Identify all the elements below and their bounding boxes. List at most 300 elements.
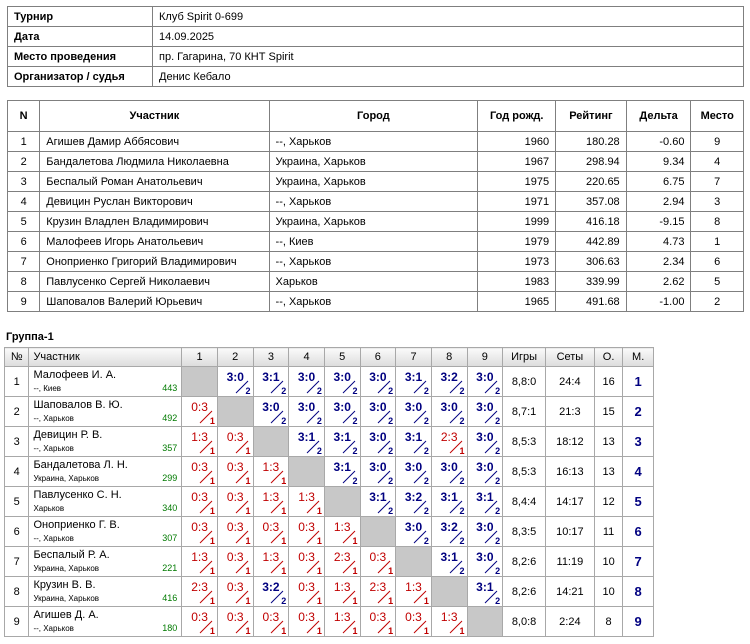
participant-city: --, Харьков bbox=[269, 132, 478, 152]
match-score: 3:0 bbox=[404, 400, 423, 414]
player-city: --, Харьков bbox=[33, 624, 74, 633]
match-score: 1:3 bbox=[298, 490, 315, 504]
match-score: 3:0 bbox=[369, 400, 387, 414]
match-score: 3:0 bbox=[262, 400, 280, 414]
match-score: 3:1 bbox=[333, 460, 351, 474]
participant-rating: 442.89 bbox=[556, 232, 627, 252]
score-cell bbox=[182, 397, 218, 427]
participant-name: Девицин Руслан Викторович bbox=[40, 192, 269, 212]
participant-place: 6 bbox=[691, 252, 744, 272]
match-score: 3:1 bbox=[404, 430, 423, 444]
match-points-mark: 2 bbox=[235, 380, 249, 394]
match-score: 2:3 bbox=[333, 550, 351, 564]
participant-name: Беспалый Роман Анатольевич bbox=[40, 172, 269, 192]
match-score: 1:3 bbox=[262, 490, 280, 504]
match-points-mark: 2 bbox=[270, 590, 284, 604]
match-score: 3:0 bbox=[440, 400, 458, 414]
player-cell bbox=[29, 517, 182, 547]
match-points-mark: 2 bbox=[306, 440, 320, 454]
match-points-mark: 2 bbox=[270, 410, 284, 424]
match-points-mark: 2 bbox=[377, 380, 391, 394]
player-rating: 357 bbox=[162, 443, 178, 453]
row-number: 6 bbox=[5, 517, 29, 547]
crosstable-row bbox=[5, 607, 654, 637]
score-cell bbox=[324, 397, 360, 427]
player-cell bbox=[29, 487, 182, 517]
sets-cell: 2:24 bbox=[545, 607, 594, 637]
match-points-mark: 2 bbox=[413, 530, 427, 544]
participant-row bbox=[8, 232, 744, 252]
participants-table bbox=[7, 100, 744, 312]
score-cell bbox=[289, 547, 325, 577]
participant-place: 4 bbox=[691, 152, 744, 172]
score-cell bbox=[324, 547, 360, 577]
match-score: 2:3 bbox=[191, 580, 208, 594]
info-row bbox=[8, 67, 744, 87]
participant-delta: -1.00 bbox=[626, 292, 691, 312]
games-cell: 8,2:6 bbox=[503, 577, 546, 607]
diagonal-cell bbox=[289, 457, 325, 487]
match-points-mark: 1 bbox=[306, 500, 320, 514]
player-city: Украина, Харьков bbox=[33, 564, 100, 573]
score-cell bbox=[396, 517, 432, 547]
participants-col-header: Участник bbox=[40, 101, 269, 132]
points-cell: 16 bbox=[594, 367, 623, 397]
participant-row bbox=[8, 212, 744, 232]
match-score: 0:3 bbox=[298, 580, 315, 594]
points-cell: 15 bbox=[594, 397, 623, 427]
match-score: 0:3 bbox=[369, 610, 387, 624]
match-score: 0:3 bbox=[226, 520, 244, 534]
match-points-mark: 1 bbox=[377, 590, 391, 604]
match-score: 0:3 bbox=[226, 610, 244, 624]
score-cell bbox=[289, 517, 325, 547]
match-points-mark: 2 bbox=[413, 410, 427, 424]
score-cell bbox=[182, 487, 218, 517]
participants-col-header: Город bbox=[269, 101, 478, 132]
score-cell bbox=[217, 547, 253, 577]
participant-n: 3 bbox=[8, 172, 40, 192]
participant-n: 9 bbox=[8, 292, 40, 312]
match-points-mark: 2 bbox=[484, 380, 498, 394]
match-score: 3:0 bbox=[404, 520, 423, 534]
match-points-mark: 1 bbox=[270, 500, 284, 514]
player-city: Украина, Харьков bbox=[33, 594, 100, 603]
games-cell: 8,4:4 bbox=[503, 487, 546, 517]
match-score: 1:3 bbox=[333, 610, 351, 624]
participant-year: 1973 bbox=[478, 252, 556, 272]
score-cell bbox=[431, 397, 467, 427]
score-cell bbox=[467, 457, 503, 487]
score-cell bbox=[396, 397, 432, 427]
match-score: 0:3 bbox=[191, 460, 208, 474]
participant-rating: 306.63 bbox=[556, 252, 627, 272]
match-score: 0:3 bbox=[298, 520, 315, 534]
player-rating: 299 bbox=[162, 473, 178, 483]
match-score: 3:0 bbox=[333, 370, 351, 384]
score-cell bbox=[182, 607, 218, 637]
col-header-opponent: 7 bbox=[396, 348, 432, 367]
sets-cell: 10:17 bbox=[545, 517, 594, 547]
participant-city: --, Харьков bbox=[269, 252, 478, 272]
participant-year: 1965 bbox=[478, 292, 556, 312]
score-cell bbox=[360, 607, 396, 637]
score-cell bbox=[182, 577, 218, 607]
points-cell: 13 bbox=[594, 457, 623, 487]
match-points-mark: 2 bbox=[306, 410, 320, 424]
crosstable-row bbox=[5, 577, 654, 607]
participant-place: 1 bbox=[691, 232, 744, 252]
score-cell bbox=[467, 577, 503, 607]
match-points-mark: 1 bbox=[235, 560, 249, 574]
match-points-mark: 2 bbox=[342, 440, 356, 454]
points-cell: 10 bbox=[594, 547, 623, 577]
match-score: 1:3 bbox=[405, 580, 422, 594]
participant-row bbox=[8, 292, 744, 312]
player-cell bbox=[29, 457, 182, 487]
match-points-mark: 1 bbox=[199, 620, 213, 634]
score-cell bbox=[289, 487, 325, 517]
player-city: --, Харьков bbox=[33, 414, 74, 423]
col-header-opponent: 6 bbox=[360, 348, 396, 367]
match-points-mark: 1 bbox=[199, 530, 213, 544]
match-points-mark: 2 bbox=[449, 560, 463, 574]
participant-n: 7 bbox=[8, 252, 40, 272]
participants-col-header: Место bbox=[691, 101, 744, 132]
participant-place: 3 bbox=[691, 192, 744, 212]
match-points-mark: 1 bbox=[342, 560, 356, 574]
match-points-mark: 2 bbox=[413, 470, 427, 484]
participant-name: Павлусенко Сергей Николаевич bbox=[40, 272, 269, 292]
diagonal-cell bbox=[182, 367, 218, 397]
participants-col-header: Рейтинг bbox=[556, 101, 627, 132]
match-score: 1:3 bbox=[262, 550, 280, 564]
score-cell bbox=[431, 427, 467, 457]
score-cell bbox=[182, 517, 218, 547]
match-points-mark: 2 bbox=[484, 530, 498, 544]
player-rating: 416 bbox=[162, 593, 178, 603]
player-name: Беспалый Р. А. bbox=[33, 549, 110, 561]
match-score: 0:3 bbox=[262, 520, 280, 534]
row-number: 9 bbox=[5, 607, 29, 637]
participant-delta: 2.34 bbox=[626, 252, 691, 272]
match-points-mark: 1 bbox=[235, 440, 249, 454]
score-cell bbox=[467, 367, 503, 397]
match-points-mark: 1 bbox=[306, 530, 320, 544]
participant-year: 1983 bbox=[478, 272, 556, 292]
match-score: 3:0 bbox=[476, 430, 494, 444]
match-points-mark: 1 bbox=[342, 620, 356, 634]
points-cell: 12 bbox=[594, 487, 623, 517]
participant-row bbox=[8, 152, 744, 172]
participant-rating: 298.94 bbox=[556, 152, 627, 172]
games-cell: 8,7:1 bbox=[503, 397, 546, 427]
place-cell: 7 bbox=[623, 547, 654, 577]
score-cell bbox=[289, 397, 325, 427]
match-points-mark: 2 bbox=[413, 500, 427, 514]
place-cell: 6 bbox=[623, 517, 654, 547]
match-points-mark: 1 bbox=[270, 530, 284, 544]
participant-row bbox=[8, 272, 744, 292]
sets-cell: 24:4 bbox=[545, 367, 594, 397]
participant-name: Оноприенко Григорий Владимирович bbox=[40, 252, 269, 272]
col-header-opponent: 9 bbox=[467, 348, 503, 367]
score-cell bbox=[360, 577, 396, 607]
participants-col-header: Год рожд. bbox=[478, 101, 556, 132]
score-cell bbox=[360, 397, 396, 427]
match-points-mark: 1 bbox=[199, 470, 213, 484]
participant-name: Крузин Владлен Владимирович bbox=[40, 212, 269, 232]
match-points-mark: 2 bbox=[484, 470, 498, 484]
participant-delta: 6.75 bbox=[626, 172, 691, 192]
score-cell bbox=[360, 457, 396, 487]
score-cell bbox=[431, 487, 467, 517]
score-cell bbox=[360, 547, 396, 577]
score-cell bbox=[324, 457, 360, 487]
score-cell bbox=[253, 517, 289, 547]
match-points-mark: 2 bbox=[306, 380, 320, 394]
match-score: 1:3 bbox=[191, 430, 208, 444]
group-title: Группа-1 bbox=[6, 331, 54, 343]
score-cell bbox=[253, 457, 289, 487]
col-header-opponent: 4 bbox=[289, 348, 325, 367]
participant-city: Украина, Харьков bbox=[269, 212, 478, 232]
score-cell bbox=[217, 457, 253, 487]
match-points-mark: 1 bbox=[413, 620, 427, 634]
match-score: 3:0 bbox=[297, 370, 316, 384]
participant-name: Шаповалов Валерий Юрьевич bbox=[40, 292, 269, 312]
match-points-mark: 2 bbox=[449, 380, 463, 394]
sets-cell: 14:21 bbox=[545, 577, 594, 607]
match-score: 3:0 bbox=[333, 400, 351, 414]
diagonal-cell bbox=[217, 397, 253, 427]
place-cell: 8 bbox=[623, 577, 654, 607]
place-cell: 2 bbox=[623, 397, 654, 427]
player-cell bbox=[29, 367, 182, 397]
score-cell bbox=[217, 427, 253, 457]
participant-n: 5 bbox=[8, 212, 40, 232]
row-number: 4 bbox=[5, 457, 29, 487]
match-score: 3:2 bbox=[440, 520, 458, 534]
match-points-mark: 2 bbox=[449, 470, 463, 484]
match-score: 3:0 bbox=[404, 460, 423, 474]
participant-delta: 9.34 bbox=[626, 152, 691, 172]
participant-delta: -9.15 bbox=[626, 212, 691, 232]
match-points-mark: 2 bbox=[377, 410, 391, 424]
score-cell bbox=[217, 577, 253, 607]
score-cell bbox=[217, 487, 253, 517]
points-cell: 11 bbox=[594, 517, 623, 547]
score-cell bbox=[360, 427, 396, 457]
place-cell: 1 bbox=[623, 367, 654, 397]
score-cell bbox=[217, 607, 253, 637]
participant-place: 9 bbox=[691, 132, 744, 152]
match-score: 3:0 bbox=[440, 460, 458, 474]
match-score: 3:1 bbox=[476, 490, 494, 504]
player-cell bbox=[29, 427, 182, 457]
match-score: 3:1 bbox=[262, 370, 280, 384]
match-score: 1:3 bbox=[440, 610, 458, 624]
match-score: 0:3 bbox=[226, 550, 244, 564]
crosstable-row bbox=[5, 487, 654, 517]
match-points-mark: 1 bbox=[199, 560, 213, 574]
participant-place: 5 bbox=[691, 272, 744, 292]
participant-year: 1979 bbox=[478, 232, 556, 252]
match-points-mark: 1 bbox=[270, 560, 284, 574]
match-points-mark: 1 bbox=[449, 440, 463, 454]
crosstable-row bbox=[5, 547, 654, 577]
match-score: 3:1 bbox=[404, 370, 423, 384]
score-cell bbox=[431, 607, 467, 637]
match-points-mark: 1 bbox=[199, 500, 213, 514]
participant-rating: 357.08 bbox=[556, 192, 627, 212]
match-points-mark: 2 bbox=[377, 470, 391, 484]
sets-cell: 18:12 bbox=[545, 427, 594, 457]
match-points-mark: 1 bbox=[306, 620, 320, 634]
col-header-opponent: 8 bbox=[431, 348, 467, 367]
place-cell: 5 bbox=[623, 487, 654, 517]
score-cell bbox=[289, 367, 325, 397]
player-city: Харьков bbox=[33, 504, 65, 513]
score-cell bbox=[217, 367, 253, 397]
score-cell bbox=[431, 517, 467, 547]
games-cell: 8,0:8 bbox=[503, 607, 546, 637]
match-score: 0:3 bbox=[191, 400, 208, 414]
match-score: 3:0 bbox=[476, 370, 494, 384]
info-key: Место проведения bbox=[8, 47, 153, 67]
participant-n: 4 bbox=[8, 192, 40, 212]
participant-rating: 220.65 bbox=[556, 172, 627, 192]
player-cell bbox=[29, 547, 182, 577]
match-score: 3:1 bbox=[476, 580, 494, 594]
match-score: 3:0 bbox=[476, 550, 494, 564]
participant-row bbox=[8, 192, 744, 212]
participants-col-header: N bbox=[8, 101, 40, 132]
score-cell bbox=[396, 607, 432, 637]
match-points-mark: 1 bbox=[235, 590, 249, 604]
diagonal-cell bbox=[253, 427, 289, 457]
match-score: 3:1 bbox=[440, 550, 458, 564]
player-name: Крузин В. В. bbox=[33, 579, 96, 591]
score-cell bbox=[253, 547, 289, 577]
match-score: 0:3 bbox=[191, 610, 208, 624]
participant-rating: 339.99 bbox=[556, 272, 627, 292]
participant-city: Украина, Харьков bbox=[269, 172, 478, 192]
row-number: 2 bbox=[5, 397, 29, 427]
match-score: 1:3 bbox=[262, 460, 280, 474]
player-name: Девицин Р. В. bbox=[33, 429, 103, 441]
player-name: Агишев Д. А. bbox=[33, 609, 99, 621]
score-cell bbox=[289, 607, 325, 637]
player-city: Украина, Харьков bbox=[33, 474, 100, 483]
match-points-mark: 2 bbox=[449, 530, 463, 544]
score-cell bbox=[396, 457, 432, 487]
crosstable-row bbox=[5, 427, 654, 457]
games-cell: 8,5:3 bbox=[503, 427, 546, 457]
score-cell bbox=[431, 367, 467, 397]
score-cell bbox=[467, 517, 503, 547]
points-cell: 8 bbox=[594, 607, 623, 637]
player-cell bbox=[29, 397, 182, 427]
match-points-mark: 2 bbox=[484, 590, 498, 604]
player-name: Шаповалов В. Ю. bbox=[33, 399, 123, 411]
match-points-mark: 1 bbox=[413, 590, 427, 604]
participant-delta: 4.73 bbox=[626, 232, 691, 252]
score-cell bbox=[324, 607, 360, 637]
match-points-mark: 2 bbox=[413, 440, 427, 454]
participant-name: Бандалетова Людмила Николаевна bbox=[40, 152, 269, 172]
match-score: 1:3 bbox=[333, 520, 351, 534]
match-score: 0:3 bbox=[226, 580, 244, 594]
info-value: Клуб Spirit 0-699 bbox=[153, 7, 744, 27]
match-points-mark: 2 bbox=[484, 440, 498, 454]
games-cell: 8,3:5 bbox=[503, 517, 546, 547]
col-header-sets: Сеты bbox=[545, 348, 594, 367]
participant-row bbox=[8, 132, 744, 152]
info-key: Организатор / судья bbox=[8, 67, 153, 87]
info-value: 14.09.2025 bbox=[153, 27, 744, 47]
match-points-mark: 1 bbox=[342, 530, 356, 544]
place-cell: 9 bbox=[623, 607, 654, 637]
score-cell bbox=[431, 457, 467, 487]
col-header-player: Участник bbox=[29, 348, 182, 367]
match-score: 0:3 bbox=[369, 550, 387, 564]
match-score: 3:2 bbox=[440, 370, 458, 384]
score-cell bbox=[396, 367, 432, 397]
info-row bbox=[8, 47, 744, 67]
score-cell bbox=[431, 547, 467, 577]
diagonal-cell bbox=[360, 517, 396, 547]
player-city: --, Харьков bbox=[33, 534, 74, 543]
info-key: Дата bbox=[8, 27, 153, 47]
match-score: 0:3 bbox=[226, 460, 244, 474]
group-crosstable bbox=[4, 347, 654, 637]
row-number: 5 bbox=[5, 487, 29, 517]
row-number: 8 bbox=[5, 577, 29, 607]
player-rating: 492 bbox=[162, 413, 178, 423]
match-score: 3:0 bbox=[369, 430, 387, 444]
tournament-info-table bbox=[7, 6, 744, 87]
participant-city: Харьков bbox=[269, 272, 478, 292]
games-cell: 8,5:3 bbox=[503, 457, 546, 487]
sets-cell: 21:3 bbox=[545, 397, 594, 427]
match-points-mark: 1 bbox=[199, 440, 213, 454]
participant-year: 1999 bbox=[478, 212, 556, 232]
participant-n: 6 bbox=[8, 232, 40, 252]
player-rating: 221 bbox=[162, 563, 178, 573]
match-score: 3:0 bbox=[476, 520, 494, 534]
participant-place: 7 bbox=[691, 172, 744, 192]
player-name: Малофеев И. А. bbox=[33, 369, 117, 381]
match-score: 3:0 bbox=[476, 400, 494, 414]
match-points-mark: 1 bbox=[270, 470, 284, 484]
match-points-mark: 2 bbox=[377, 500, 391, 514]
player-rating: 307 bbox=[162, 533, 178, 543]
participant-year: 1975 bbox=[478, 172, 556, 192]
crosstable-row bbox=[5, 517, 654, 547]
match-points-mark: 1 bbox=[342, 590, 356, 604]
match-score: 3:0 bbox=[369, 460, 387, 474]
score-cell bbox=[360, 487, 396, 517]
score-cell bbox=[253, 397, 289, 427]
score-cell bbox=[182, 457, 218, 487]
match-score: 0:3 bbox=[298, 610, 315, 624]
score-cell bbox=[253, 367, 289, 397]
match-score: 3:0 bbox=[297, 400, 316, 414]
participant-delta: 2.94 bbox=[626, 192, 691, 212]
score-cell bbox=[396, 487, 432, 517]
participant-rating: 491.68 bbox=[556, 292, 627, 312]
